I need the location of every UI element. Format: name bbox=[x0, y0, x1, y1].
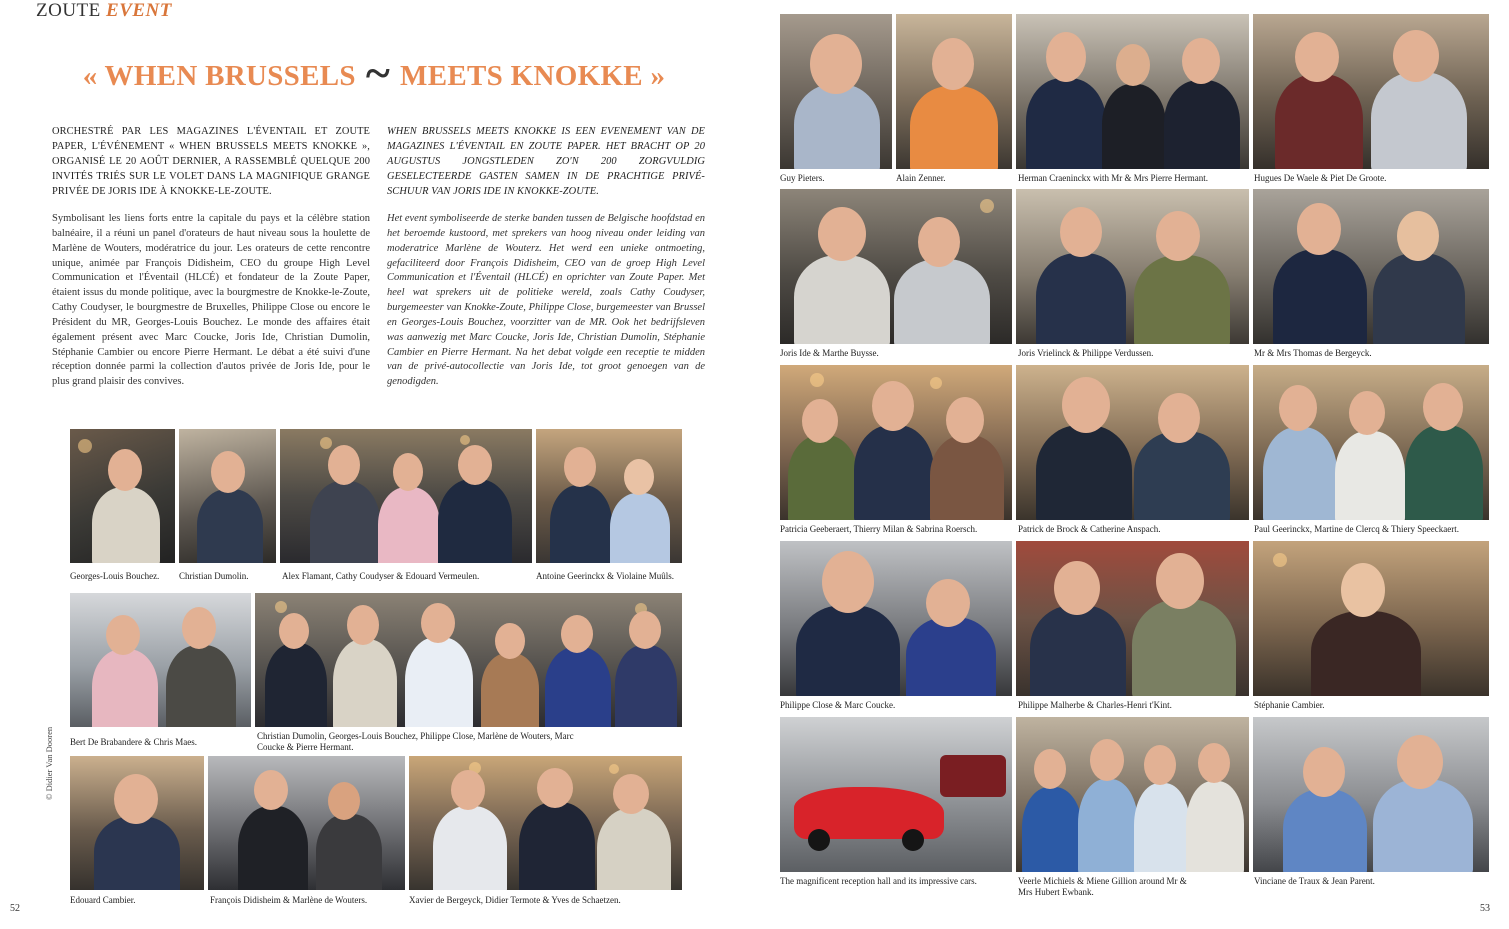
intro-dutch: WHEN BRUSSELS MEETS KNOKKE IS EEN EVENEMENT VAN DE MAGAZINES L'ÉVENTAIL EN ZOUTE PAPER. HET BRACHT OP 20 AUGUSTUS JONGSTLEDEN ZO'N 200 ZORGVULDIG GESELECTEERDE GASTEN SAMEN IN DE PRACHTIGE PRIVÉ-SCHUUR VAN JORIS IDE IN KNOKKE-ZOUTE. bbox=[387, 126, 705, 198]
photo-flamant-coudyser-vermeulen bbox=[280, 429, 532, 563]
caption-right-11: Philippe Close & Marc Coucke. bbox=[780, 700, 896, 710]
photo-bergeyck-termote-schaetzen bbox=[409, 756, 682, 890]
photo-georges-louis-bouchez bbox=[70, 429, 175, 563]
photo-michiels-gillion-ewbank bbox=[1016, 717, 1249, 872]
caption-left-3: Alex Flamant, Cathy Coudyser & Edouard Vermeulen. bbox=[282, 571, 480, 581]
right-page bbox=[761, 0, 1509, 929]
page-number-left: 52 bbox=[10, 903, 20, 914]
caption-right-14: The magnificent reception hall and its impressive cars. bbox=[780, 876, 977, 886]
photo-de-traux-parent bbox=[1253, 717, 1489, 872]
caption-right-5: Joris Ide & Marthe Buysse. bbox=[780, 348, 879, 358]
page-number-right: 53 bbox=[1480, 903, 1490, 914]
caption-right-16: Vinciane de Traux & Jean Parent. bbox=[1254, 876, 1375, 886]
caption-right-9: Patrick de Brock & Catherine Anspach. bbox=[1018, 524, 1161, 534]
section-label: EVENT bbox=[106, 0, 172, 21]
photo-guy-pieters bbox=[780, 14, 892, 169]
caption-right-13: Stéphanie Cambier. bbox=[1254, 700, 1325, 710]
headline-tilde: ~ bbox=[365, 47, 391, 98]
body-french: Symbolisant les liens forts entre la capitale du pays et la célèbre station balnéaire, il a réuni un panel d'orateurs de haut niveau sous la houlette de Marlène de Wouters, modératrice du jour. Les orateurs de cette rencontre unique, animée par François Didisheim, CEO du groupe High Level Communication et l'Éventail (HLCÉ) et fondateur de la Zoute Paper, étaient issus du monde politique, avec la bourgmestre de Knokke-le-Zoute, Cathy Coudyser, le bourgmestre de Bruxelles, Philippe Close ou encore le Président du MR, Georges-Louis Bouchez. Le monde des affaires était également présent avec Marc Coucke, Joris Ide, Christian Dumolin, Stéphanie Cambier ou encore Pierre Hermant. Le débat a été suivi d'une réception donnée parmi la collection d'autos privée de Joris Ide, pour le plus grand plaisir des convives. bbox=[52, 213, 370, 388]
photo-ide-buysse bbox=[780, 189, 1012, 344]
photo-vrielinck-verdussen bbox=[1016, 189, 1249, 344]
photo-de-brock-anspach bbox=[1016, 365, 1249, 520]
caption-left-5: Bert De Brabandere & Chris Maes. bbox=[70, 737, 197, 747]
body-dutch: Het event symboliseerde de sterke banden tussen de Belgische hoofdstad en het beroemde kustoord, met sprekers van hoog niveau onder leiding van moderatrice Marlène de Wouterz. Het werd een unieke ontmoeting, gefaciliteerd door François Didisheim, CEO van de groep High Level Communication et l'Éventail (HLCÉ) en oprichter van Zoute Paper. Met heel wat sprekers uit de politieke wereld, zoals Cathy Coudyser, burgemeester van Knokke-Zoute, Philippe Close, burgemeester van Brussel en Georges-Louis Bouchez, voorzitter van de MR. Ook het bedrijfsleven was aanwezig met Marc Coucke, Joris Ide, Christian Dumolin, Stéphanie Cambier en Pierre Hermant. Na het debat volgde een receptie te midden van de privé-autocollectie van Joris Ide, tot groot genoegen van de genodigden. bbox=[387, 213, 705, 388]
caption-right-8: Patricia Geeberaert, Thierry Milan & Sabrina Roersch. bbox=[780, 524, 978, 534]
caption-right-10: Paul Geerinckx, Martine de Clercq & Thiery Speeckaert. bbox=[1254, 524, 1460, 534]
photo-de-brabandere-maes bbox=[70, 593, 251, 727]
photo-close-coucke bbox=[780, 541, 1012, 696]
page-gutter bbox=[748, 0, 761, 929]
brand-label: ZOUTE bbox=[36, 0, 101, 21]
caption-right-1: Guy Pieters. bbox=[780, 173, 825, 183]
caption-left-9: Xavier de Bergeyck, Didier Termote & Yves de Schaetzen. bbox=[409, 895, 621, 905]
photo-stephanie-cambier bbox=[1253, 541, 1489, 696]
headline-part1: « WHEN BRUSSELS bbox=[82, 60, 356, 93]
photo-geerinckx-de-clercq-speeckaert bbox=[1253, 365, 1489, 520]
caption-left-4: Antoine Geerinckx & Violaine Muûls. bbox=[536, 571, 675, 581]
caption-left-8: François Didisheim & Marlène de Wouters. bbox=[210, 895, 368, 905]
photo-speakers-group bbox=[255, 593, 682, 727]
photo-edouard-cambier bbox=[70, 756, 204, 890]
caption-right-4: Hugues De Waele & Piet De Groote. bbox=[1254, 173, 1387, 183]
caption-left-2: Christian Dumolin. bbox=[179, 571, 249, 581]
photo-malherbe-t-kint bbox=[1016, 541, 1249, 696]
caption-left-7: Edouard Cambier. bbox=[70, 895, 136, 905]
photo-geerinckx-muuls bbox=[536, 429, 682, 563]
photo-craeninckx-hermant bbox=[1016, 14, 1249, 169]
caption-right-3: Herman Craeninckx with Mr & Mrs Pierre Hermant. bbox=[1018, 173, 1208, 183]
running-head bbox=[36, 0, 172, 22]
article-headline bbox=[0, 47, 748, 105]
photo-credit: © Didier Van Dooren bbox=[44, 726, 54, 800]
intro-french: ORCHESTRÉ PAR LES MAGAZINES L'ÉVENTAIL ET ZOUTE PAPER, L'ÉVÉNEMENT « WHEN BRUSSELS MEETS KNOKKE », ORGANISÉ LE 20 AOÛT DERNIER, A RASSEMBLÉ QUELQUE 200 INVITÉS TRIÉS SUR LE VOLET DANS LA MAGNIFIQUE GRANGE PRIVÉE DE JORIS IDE À KNOKKE-LE-ZOUTE. bbox=[52, 126, 370, 198]
photo-de-waele-de-groote bbox=[1253, 14, 1489, 169]
caption-left-1: Georges-Louis Bouchez. bbox=[70, 571, 160, 581]
left-page bbox=[0, 0, 748, 929]
caption-right-6: Joris Vrielinck & Philippe Verdussen. bbox=[1018, 348, 1154, 358]
caption-right-15: Veerle Michiels & Miene Gillion around Mr & Mrs Hubert Ewbank. bbox=[1018, 876, 1187, 897]
photo-christian-dumolin bbox=[179, 429, 276, 563]
photo-didisheim-de-wouters bbox=[208, 756, 405, 890]
photo-reception-hall-cars bbox=[780, 717, 1012, 872]
photo-thomas-de-bergeyck bbox=[1253, 189, 1489, 344]
caption-right-2: Alain Zenner. bbox=[896, 173, 946, 183]
photo-geeberaert-milan-roersch bbox=[780, 365, 1012, 520]
caption-right-12: Philippe Malherbe & Charles-Henri t'Kint. bbox=[1018, 700, 1172, 710]
photo-alain-zenner bbox=[896, 14, 1012, 169]
caption-right-7: Mr & Mrs Thomas de Bergeyck. bbox=[1254, 348, 1372, 358]
caption-left-6: Christian Dumolin, Georges-Louis Bouchez, Philippe Close, Marlène de Wouters, Marc Coucke & Pierre Hermant. bbox=[257, 731, 574, 752]
headline-part2: MEETS KNOKKE » bbox=[400, 60, 666, 93]
